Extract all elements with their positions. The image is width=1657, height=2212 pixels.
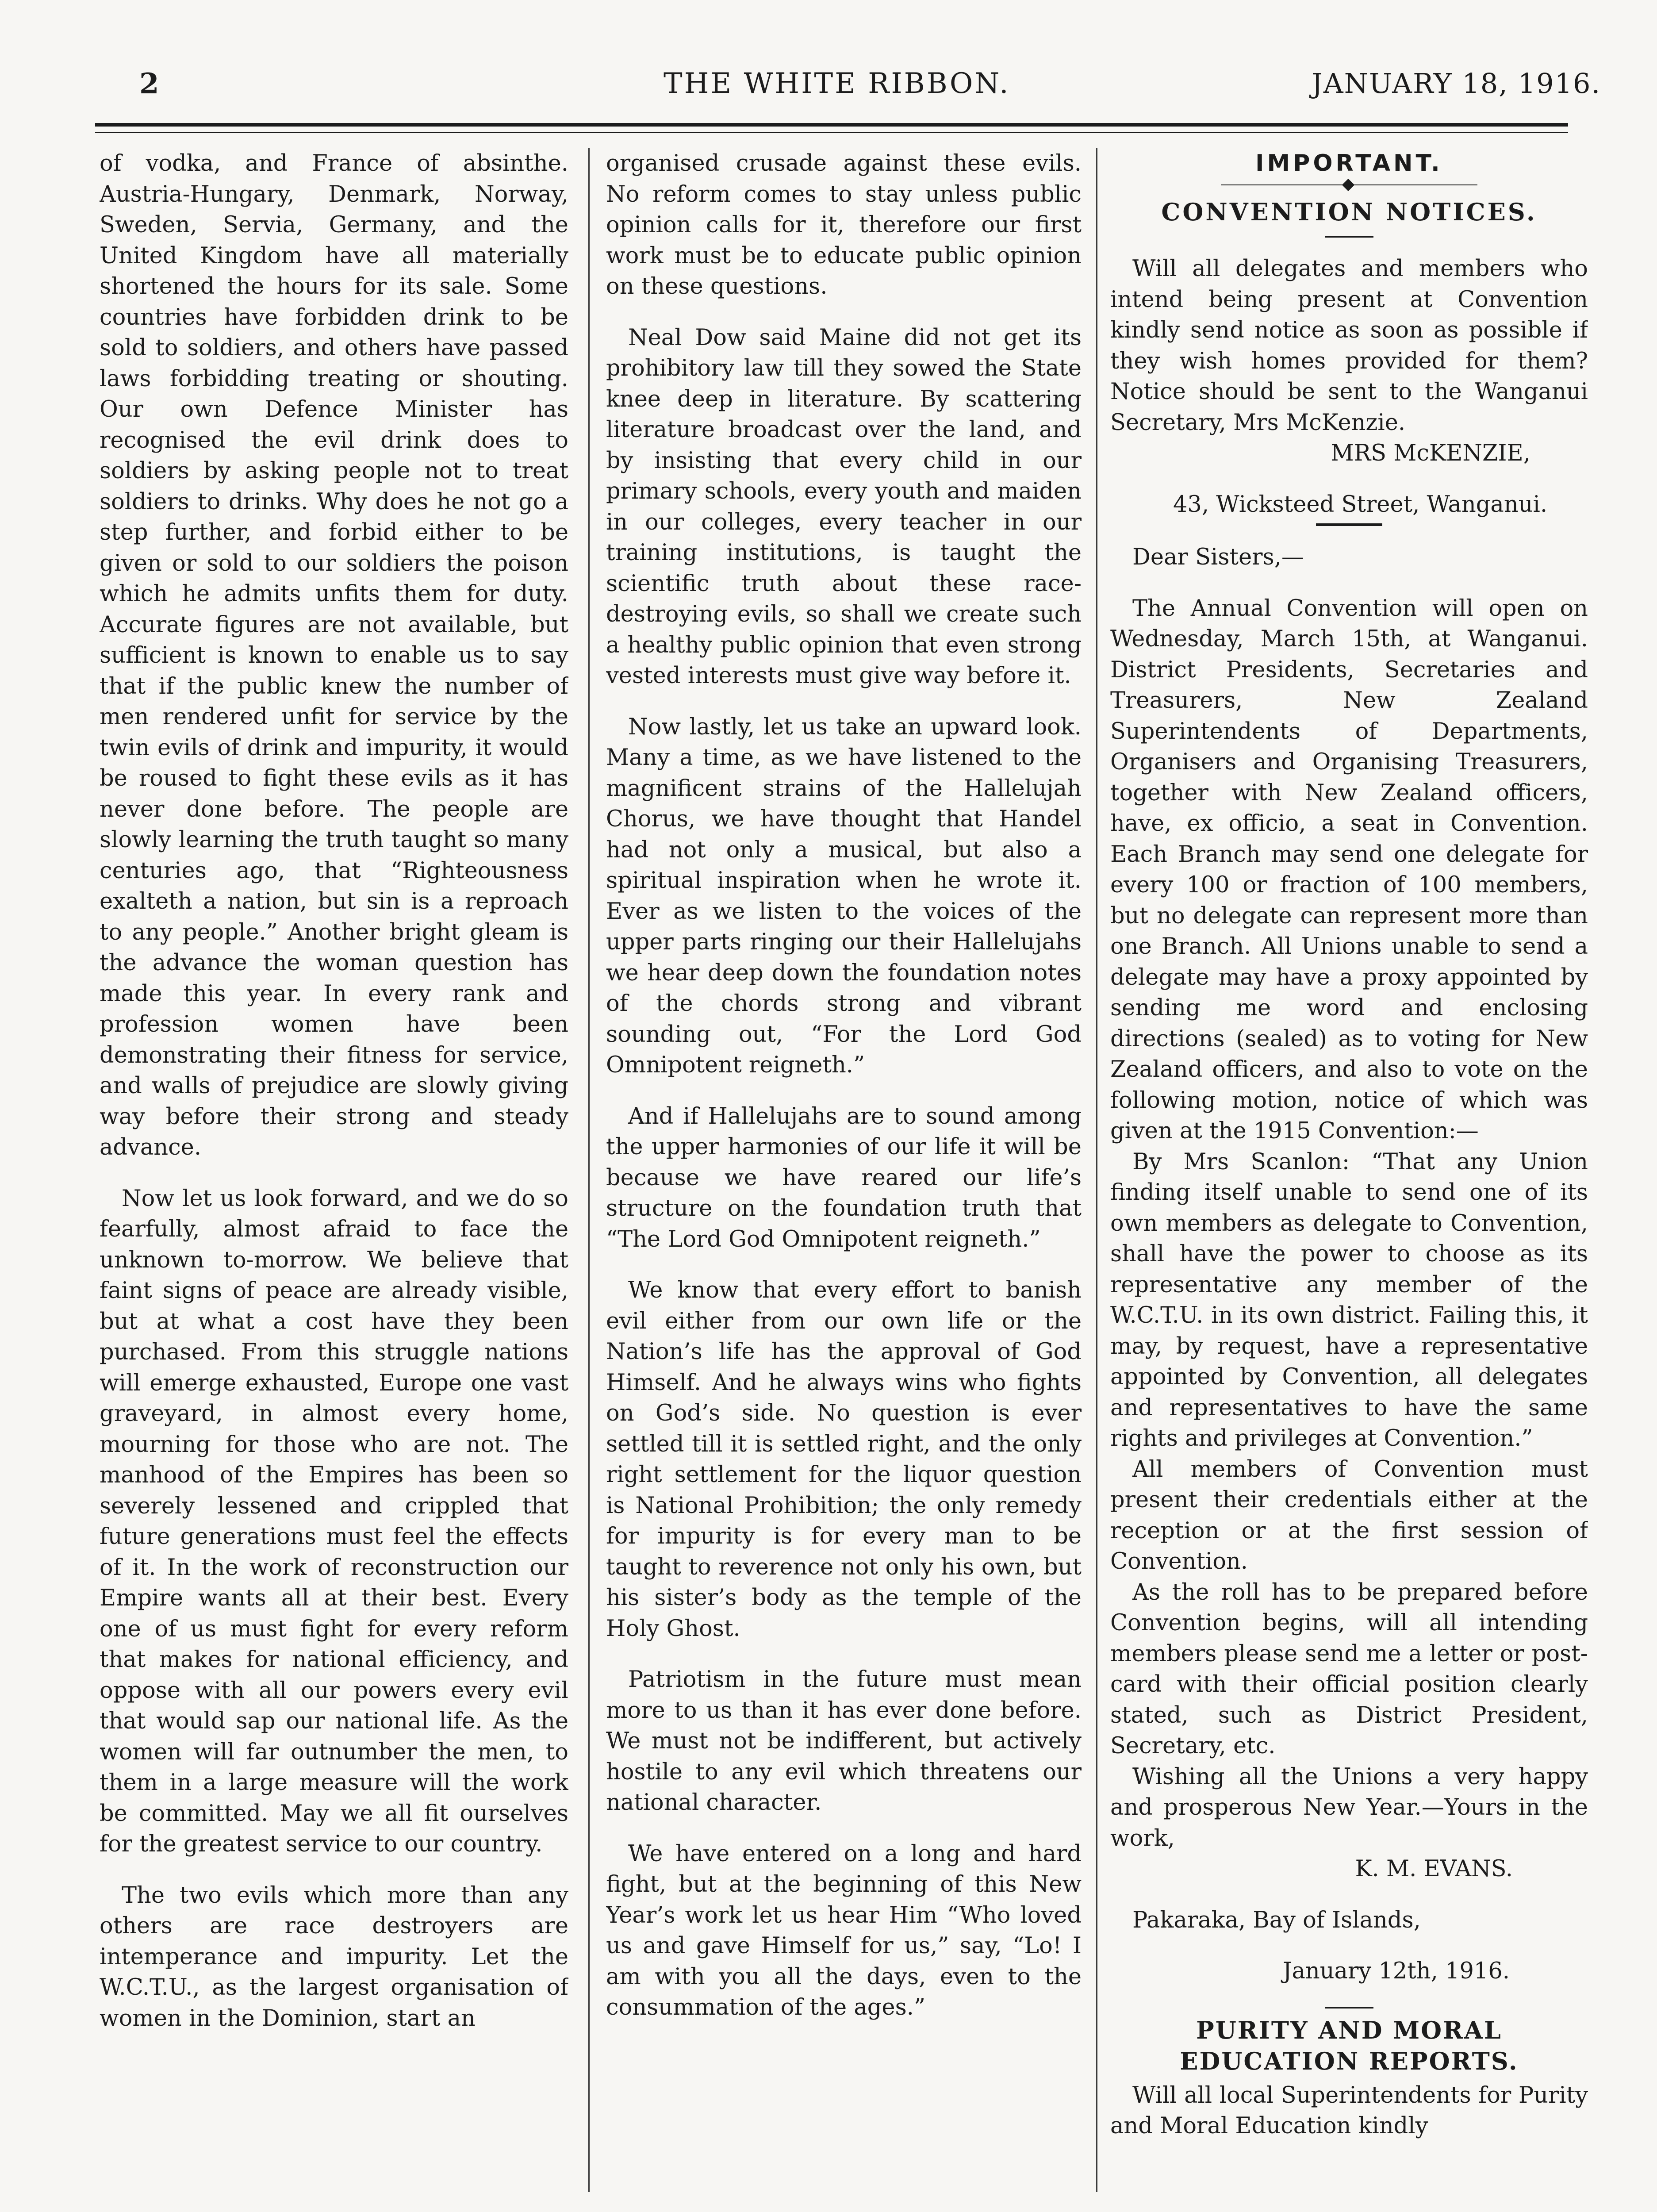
letter-signature: K. M. EVANS. <box>1355 1856 1513 1882</box>
article-paragraph: We know that every effort to banish evil either from our own life or the Nation’s life has the approval of God Himself. And he always wins who fights on God’s side. No question is ever settled till it is settled right, and the only right settlement for the liquor question is National Prohibition; the only remedy for impurity is for every man to be taught to reverence not only his own, but his sister’s body as the temple of the Holy Ghost. <box>606 1277 1082 1642</box>
letter-paragraph: All members of Convention must present their credentials either at the reception or at the first session of Convention. <box>1110 1456 1588 1575</box>
masthead-rule-thin <box>95 132 1568 133</box>
column-divider <box>1096 148 1097 2192</box>
section-rule <box>1316 523 1382 526</box>
article-paragraph: Neal Dow said Maine did not get its prohibitory law till they sowed the State knee deep in literature. By scattering literature broadcast over the land, and by insisting that every child in our primary schools, every youth and maiden in our colleges, every teacher in our training institutions, is taught the scientific truth about these race-destroying evils, so shall we create such a healthy public opinion that even strong vested interests must give way before it. <box>606 324 1082 689</box>
masthead-date: JANUARY 18, 1916. <box>1312 67 1601 100</box>
notices-column <box>1110 148 1588 2192</box>
letter-paragraph: By Mrs Scanlon: “That any Union finding itself unable to send one of its own members as delegate to Convention, shall have the power to choose as its representative any member of the W.C.T.U. in its own district. Failing this, it may, by request, have a representative appointed by Convention, all delegates and representatives to have the same rights and privileges at Convention.” <box>1110 1148 1588 1452</box>
article-paragraph: The two evils which more than any others are race destroyers are intemperance and impurity. Let the W.C.T.U., as the largest organisation of women in the Dominion, start an <box>100 1882 568 2032</box>
article-paragraph: We have entered on a long and hard fight, but at the beginning of this New Year’s work let us hear Him “Who loved us and gave Himself for us,” say, “Lo! I am with you all the days, even to the consummation of the ages.” <box>606 1840 1082 2020</box>
notice-signature: MRS McKENZIE, <box>1331 440 1530 466</box>
column-divider <box>588 148 590 2192</box>
letter-paragraph: As the roll has to be prepared before Convention begins, will all intending members please send me a letter or post-card with their official position clearly stated, such as District President, Secretary, etc. <box>1110 1579 1588 1759</box>
section-rule <box>1325 2007 1373 2008</box>
diamond-rule-ornament <box>1221 179 1477 191</box>
masthead-rule <box>95 123 1568 127</box>
notice-address: 43, Wicksteed Street, Wanganui. <box>1173 491 1548 518</box>
article-paragraph: And if Hallelujahs are to sound among the upper harmonies of our life it will be because we have reared our life’s structure on the foundation truth that “The Lord God Omnipotent reigneth.” <box>606 1103 1082 1252</box>
purity-text: Will all local Superintendents for Purity and Moral Education kindly <box>1110 2082 1588 2139</box>
convention-notices-heading: CONVENTION NOTICES. <box>1161 197 1537 226</box>
important-heading: IMPORTANT. <box>1255 150 1443 177</box>
article-paragraph: Now lastly, let us take an upward look. Many a time, as we have listened to the magnificent strains of the Hallelujah Chorus, we have thought that Handel had not only a musical, but also a spiritual inspiration when he wrote it. Ever as we listen to the voices of the upper parts ringing our their Hallelujahs we hear deep down the foundation notes of the chords strong and vibrant sounding out, “For the Lord God Omnipotent reigneth.” <box>606 714 1082 1078</box>
letter-salutation: Dear Sisters,— <box>1132 544 1304 570</box>
letter-place: Pakaraka, Bay of Islands, <box>1132 1907 1421 1933</box>
notice-text: Will all delegates and members who intend being present at Convention kindly send notice as soon as possible if they wish homes provided for them? Notice should be sent to the Wanganui Secretary, Mrs McKenzie. <box>1110 256 1588 436</box>
article-column-1 <box>100 148 568 2192</box>
article-paragraph: Patriotism in the future must mean more to us than it has ever done before. We must not be indifferent, but actively hostile to any evil which threatens our national character. <box>606 1667 1082 1816</box>
letter-paragraph: The Annual Convention will open on Wednesday, March 15th, at Wanganui. District Presidents, Secretaries and Treasurers, New Zealand Superintendents of Departments, Organisers and Organising Treasurers, together with New Zealand officers, have, ex officio, a seat in Convention. Each Branch may send one delegate for every 100 or fraction of 100 members, but no delegate can represent more than one Branch. All Unions unable to send a delegate may have a proxy appointed by sending me word and enclosing directions (sealed) as to voting for New Zealand officers, and also to vote on the following motion, notice of which was given at the 1915 Convention:— <box>1110 595 1588 1144</box>
article-paragraph: of vodka, and France of absinthe. Austria-Hungary, Denmark, Norway, Sweden, Servia, Germany, and the United Kingdom have all materially shortened the hours for its sale. Some countries have forbidden drink to be sold to soldiers, and others have passed laws forbidding treating or shouting. Our own Defence Minister has recognised the evil drink does to soldiers by asking people not to treat soldiers to drinks. Why does he not go a step further, and forbid either to be given or sold to our soldiers the poison which he admits unfits them for duty. Accurate figures are not available, but sufficient is known to enable us to say that if the public knew the number of men rendered unfit for service by the twin evils of drink and impurity, it would be roused to fight these evils as it has never done before. The people are slowly learning the truth taught so many centuries ago, that “Righteousness exalteth a nation, but sin is a reproach to any people.” Another bright gleam is the advance the woman question has made this year. In every rank and profession women have been demonstrating their fitness for service, and walls of prejudice are slowly giving way before their strong and steady advance. <box>100 150 568 1160</box>
article-paragraph: Now let us look forward, and we do so fearfully, almost afraid to face the unknown to-morrow. We believe that faint signs of peace are already visible, but at what a cost have they been purchased. From this struggle nations will emerge exhausted, Europe one vast graveyard, in almost every home, mourning for those who are not. The manhood of the Empires has been so severely lessened and crippled that future generations must feel the effects of it. In the work of reconstruction our Empire wants all at their best. Every one of us must fight for every reform that makes for national efficiency, and oppose with all our powers every evil that would sap our national life. As the women will far outnumber the men, to them in a large measure will the work be committed. May we all fit ourselves for the greatest service to our country. <box>100 1185 568 1857</box>
page-number: 2 <box>139 67 159 100</box>
article-paragraph: organised crusade against these evils. No reform comes to stay unless public opinion calls for it, therefore our first work must be to educate public opinion on these questions. <box>606 150 1082 300</box>
section-rule <box>1325 236 1373 238</box>
letter-paragraph: Wishing all the Unions a very happy and prosperous New Year.—Yours in the work, <box>1110 1763 1588 1851</box>
masthead-title: THE WHITE RIBBON. <box>664 67 1010 100</box>
letter-date: January 12th, 1916. <box>1283 1958 1510 1984</box>
article-column-2 <box>606 148 1082 2192</box>
purity-heading: PURITY AND MORAL EDUCATION REPORTS. <box>1180 2016 1519 2075</box>
